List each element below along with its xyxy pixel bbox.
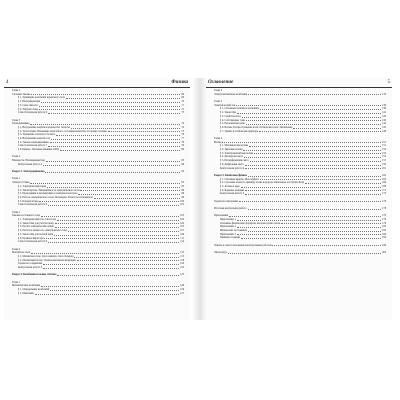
toc-entry-title: Механические колебания: [12, 284, 40, 288]
toc-entry-title: § 3. Электромагнитные волны: [220, 151, 254, 155]
toc-entry-title: § 6. Дифракция света: [220, 162, 244, 166]
toc-page-number: 179: [382, 214, 386, 218]
toc-entry-title: § 6. Правила Кирхгофа: [18, 236, 44, 240]
toc-page-number: 183: [382, 229, 386, 233]
toc-page-number: 144: [382, 122, 386, 126]
toc-entry-title: § 7. Зрение и оптические приборы: [220, 129, 258, 133]
toc-entry-title: Электромагнитные колебания: [214, 92, 248, 96]
toc-page-number: 179: [382, 221, 386, 225]
toc-entry-title: Ответы к самостоятельным и контрольным работам: [214, 243, 272, 247]
toc-entry-title: Электрический ток: [214, 103, 236, 107]
toc-entry-title: § 6. Циклы. Тепловые машины. КПД: [18, 148, 59, 152]
toc-entry-title: § 3. Свойства волн: [220, 114, 241, 118]
toc-dot-leader: [39, 104, 181, 107]
toc-dot-leader: [228, 251, 381, 254]
toc-page-number: 104: [180, 221, 184, 225]
toc-entry: [12, 292, 184, 296]
toc-page-number: 71: [181, 103, 184, 107]
toc-entry-title: Итоговая контрольная работа: [214, 206, 247, 210]
toc-dot-leader: [245, 163, 382, 166]
toc-dot-leader: [57, 218, 179, 221]
toc-page-number: 96: [181, 188, 184, 192]
toc-page-number: 168: [382, 184, 386, 188]
toc-entry-title: § 2. Звуковые волны: [220, 148, 243, 152]
toc-entry-title: Глава 4: [12, 155, 21, 159]
toc-page-number: 145: [382, 125, 386, 129]
toc-dot-leader: [60, 148, 181, 151]
toc-dot-leader: [244, 155, 381, 158]
toc-page-number: 155: [382, 155, 386, 159]
toc-entry-title: Литература: [214, 251, 227, 255]
toc-entry-title: § 1. Основные понятия и величины: [220, 107, 259, 111]
toc-entry-title: Влажность. Насыщенный пар: [12, 159, 45, 163]
toc-page-number: 73: [181, 111, 184, 115]
left-page-header: [4, 78, 190, 88]
toc-entry-title: Раздел 3. Электродинамика: [12, 170, 45, 174]
toc-entry-title: § 2. Магнитный поток. Электромагнитная индукция: [18, 258, 76, 262]
toc-dot-leader: [56, 133, 180, 136]
toc-entry-title: § 1. Механические волны: [220, 144, 249, 148]
toc-entry-title: § 5. Законы термодинамики: [18, 140, 49, 144]
toc-dot-leader: [281, 222, 381, 225]
toc-entry-title: § 5. Закон Ома для полной цепи: [18, 232, 54, 236]
toc-entry-title: Приложение 2: [220, 225, 236, 229]
right-running-title: Оглавление: [208, 80, 234, 85]
toc-page-number: 70: [181, 100, 184, 104]
toc-entry-title: § 4. Упругие силы: [18, 107, 38, 111]
toc-dot-leader: [43, 266, 179, 269]
toc-page-number: 98: [181, 192, 184, 196]
toc-entry-title: § 2. Закон Ома для участка цепи: [18, 221, 54, 225]
toc-dot-leader: [43, 262, 179, 265]
toc-page-number: 102: [180, 203, 184, 207]
book-gutter: [193, 78, 207, 320]
toc-entry-title: § 4. Внутренняя энергия газа: [18, 137, 51, 141]
toc-dot-leader: [245, 167, 381, 170]
toc-page-number: 178: [382, 206, 386, 210]
toc-page-number: 69: [181, 92, 184, 96]
right-toc: [214, 89, 386, 255]
toc-dot-leader: [47, 185, 180, 188]
toc-dot-leader: [71, 126, 181, 129]
left-page-number: 4: [6, 80, 9, 85]
toc-entry-title: § 1. Электрический заряд: [18, 184, 47, 188]
toc-dot-leader: [237, 233, 381, 236]
toc-entry-title: Контрольная работа 2: [18, 162, 43, 166]
toc-dot-leader: [44, 237, 179, 240]
toc-dot-leader: [260, 178, 381, 181]
toc-entry-title: Самостоятельная работа 6: [18, 111, 48, 115]
toc-dot-leader: [236, 104, 381, 107]
toc-dot-leader: [241, 185, 381, 188]
toc-dot-leader: [293, 126, 381, 129]
toc-entry-title: § 2. Маятники: [18, 291, 34, 295]
toc-entry-title: § 4. Работа и мощность электрического тока: [18, 229, 67, 233]
toc-entry-title: § 3. Уравнение теплового баланса: [18, 133, 56, 137]
toc-dot-leader: [74, 255, 179, 258]
toc-dot-leader: [31, 93, 180, 96]
toc-entry-title: § 1. Внутренняя энергия и количество теплоты: [18, 125, 70, 129]
toc-page-number: 179: [382, 217, 386, 221]
toc-entry-title: Глава 2: [12, 210, 21, 214]
toc-page-number: 203: [382, 251, 386, 255]
toc-entry-title: § 1. Уравнение колебания идеального тела: [18, 96, 65, 100]
toc-entry-title: Контрольная работа 5: [220, 192, 245, 196]
toc-page-number: 69: [181, 96, 184, 100]
toc-entry-title: Самостоятельная работа 7: [18, 144, 48, 148]
toc-dot-leader: [50, 141, 181, 144]
toc-entry-title: § 3. Сила тяжести: [18, 103, 38, 107]
toc-dot-leader: [48, 144, 180, 147]
toc-page-number: 152: [382, 148, 386, 152]
toc-dot-leader: [55, 222, 180, 225]
toc-page-number: 99: [181, 195, 184, 199]
toc-dot-leader: [250, 159, 382, 162]
toc-entry-title: Глава 3: [214, 100, 223, 103]
toc-page-number: 133: [382, 92, 386, 96]
toc-dot-leader: [248, 93, 381, 96]
toc-dot-leader: [237, 218, 381, 221]
toc-entry-title: § 4. Дисперсия света: [220, 155, 243, 159]
toc-dot-leader: [305, 181, 381, 184]
toc-entry-title: Глава 1: [12, 280, 21, 284]
toc-dot-leader: [243, 148, 381, 151]
toc-dot-leader: [246, 119, 381, 122]
toc-dot-leader: [68, 229, 179, 232]
toc-page-number: 151: [382, 140, 386, 144]
toc-page-number: 115: [180, 251, 184, 255]
toc-page-number: 159: [382, 162, 386, 166]
toc-dot-leader: [229, 214, 381, 217]
toc-dot-leader: [94, 196, 181, 199]
toc-entry-title: § 3. Проводники и диэлектрики в электрическом поле: [18, 192, 78, 196]
toc-dot-leader: [41, 284, 179, 287]
toc-dot-leader: [222, 141, 381, 144]
toc-entry-title: § 1. Световые кванты. Фотоэффект: [220, 177, 259, 181]
toc-entry-title: § 4. Ядерные реакции: [220, 188, 245, 192]
toc-dot-leader: [43, 163, 180, 166]
toc-entry-title: § 6. Волны. Распространение волн. Оптическая сила. Увеличение: [220, 125, 293, 129]
toc-page-number: 74: [181, 122, 184, 126]
left-running-title: Физика: [171, 80, 188, 85]
toc-entry-title: § 1. Электрический ток. Сила тока: [18, 218, 57, 222]
toc-page-number: 109: [180, 232, 184, 236]
toc-page-number: 78: [181, 140, 184, 144]
toc-dot-leader: [272, 244, 381, 247]
toc-dot-leader: [48, 203, 179, 206]
toc-dot-leader: [48, 240, 179, 243]
toc-entry-title: Глава 1: [12, 177, 21, 181]
toc-dot-leader: [239, 200, 381, 203]
toc-dot-leader: [248, 174, 381, 177]
toc-entry-title: § 2. Теплообмен. Изменение агрегатного состояния вещества. Сгорание топлива: [18, 129, 107, 133]
toc-entry-title: Глава 2: [12, 89, 21, 92]
toc-entry-title: Термодинамика: [12, 122, 30, 126]
toc-dot-leader: [248, 207, 382, 210]
toc-page-number: 184: [382, 236, 386, 240]
toc-entry-title: Контрольная работа 4: [220, 166, 245, 170]
toc-dot-leader: [248, 229, 381, 232]
toc-page-number: 114: [180, 240, 184, 244]
toc-page-number: 148: [382, 129, 386, 133]
toc-page-number: 153: [382, 151, 386, 155]
toc-entry-title: Глава 2: [214, 89, 223, 92]
toc-dot-leader: [30, 122, 180, 125]
toc-dot-leader: [41, 214, 179, 217]
toc-dot-leader: [41, 100, 180, 103]
toc-dot-leader: [241, 236, 381, 239]
toc-dot-leader: [57, 273, 179, 276]
toc-entry-title: Глава 4: [214, 136, 223, 140]
toc-page-number: 103: [180, 218, 184, 222]
toc-entry-title: Раздел 4. Колебания и волны. Оптика: [12, 273, 57, 277]
toc-page-number: 141: [382, 111, 386, 115]
toc-dot-leader: [260, 107, 381, 110]
toc-entry-title: Контрольная работа 3: [18, 266, 43, 270]
toc-page-number: 183: [382, 225, 386, 229]
toc-entry-title: § 4. Собственные токи: [220, 118, 245, 122]
toc-page-number: 143: [382, 118, 386, 122]
toc-dot-leader: [237, 225, 381, 228]
toc-page-number: 120: [180, 262, 184, 266]
toc-dot-leader: [80, 189, 180, 192]
toc-page-number: 72: [181, 107, 184, 111]
toc-dot-leader: [237, 111, 381, 114]
toc-dot-leader: [50, 288, 179, 291]
toc-page-number: 184: [382, 232, 386, 236]
toc-entry-title: Примеры заданий: [220, 236, 240, 240]
toc-page-number: 77: [181, 137, 184, 141]
toc-page-number: 157: [382, 159, 386, 163]
toc-heading: [214, 251, 386, 255]
right-page: [206, 78, 392, 320]
toc-page-number: 83: [181, 159, 184, 163]
toc-dot-leader: [45, 170, 180, 173]
toc-entry-title: Магнитное поле: [12, 251, 31, 255]
toc-dot-leader: [46, 159, 180, 162]
toc-dot-leader: [39, 200, 179, 203]
toc-dot-leader: [54, 233, 179, 236]
toc-entry-title: Электростатика: [12, 181, 30, 185]
toc-page-number: 107: [180, 229, 184, 233]
toc-dot-leader: [30, 181, 180, 184]
toc-entry-title: § 3. Атомное ядро: [220, 184, 240, 188]
toc-page-number: 111: [180, 236, 184, 240]
toc-entry-title: Приложение 3: [220, 232, 236, 236]
toc-dot-leader: [259, 130, 381, 133]
toc-dot-leader: [77, 259, 180, 262]
toc-entry-title: Глава 3: [12, 118, 21, 122]
toc-entry-title: Задачи на соединения: [18, 262, 43, 266]
toc-page-number: 166: [382, 181, 386, 185]
left-toc: [12, 89, 184, 296]
toc-dot-leader: [39, 108, 180, 111]
toc-entry-title: Задачи на повторение: [214, 199, 238, 203]
toc-page-number: 76: [181, 133, 184, 137]
toc-page-number: 175: [382, 192, 386, 196]
toc-entry-title: § 5. Интерференция света: [220, 159, 249, 163]
toc-page-number: 103: [180, 214, 184, 218]
toc-page-number: 151: [382, 144, 386, 148]
toc-page-number: 115: [180, 254, 184, 258]
toc-page-number: 139: [382, 103, 386, 107]
toc-entry-title: § 2. Интерференция: [18, 100, 41, 104]
toc-page-number: 80: [181, 148, 184, 152]
toc-entry-title: Глава 3: [12, 247, 21, 251]
toc-entry-title: § 5. Конденсаторы: [18, 199, 39, 203]
toc-dot-leader: [48, 111, 180, 114]
toc-dot-leader: [78, 192, 180, 195]
toc-entry-title: § 4. Работа электрического поля. Потенциал. Разность потенциалов: [18, 195, 93, 199]
left-page: [4, 78, 190, 320]
toc-page-number: 125: [180, 273, 184, 277]
toc-entry-title: Раздел 5. Квантовая физика: [214, 173, 247, 177]
toc-page-number: 186: [382, 243, 386, 247]
toc-page-number: 118: [180, 258, 184, 262]
toc-page-number: 122: [180, 266, 184, 270]
toc-page-number: 163: [382, 173, 386, 177]
toc-entry-title: Самостоятельная работа 9: [18, 240, 48, 244]
toc-entry-title: Основные физические формулы, которые нужно знать: [220, 221, 281, 225]
right-page-header: [206, 78, 392, 88]
toc-page-number: 75: [181, 129, 184, 133]
toc-page-number: 79: [181, 144, 184, 148]
toc-dot-leader: [245, 189, 381, 192]
toc-dot-leader: [242, 115, 382, 118]
toc-page-number: 142: [382, 114, 386, 118]
toc-entry-title: § 5. Резонансные цепи: [220, 122, 245, 126]
toc-dot-leader: [245, 192, 381, 195]
toc-page-number: 93: [181, 170, 184, 174]
toc-page-number: 126: [180, 284, 184, 288]
toc-page-number: 105: [180, 225, 184, 229]
toc-entry-title: Законы постоянного тока: [12, 214, 40, 218]
toc-entry-title: § 2. Закон Кулона. Напряжённость электрического поля: [18, 188, 80, 192]
toc-dot-leader: [66, 96, 181, 99]
toc-entry-title: Силовые законы: [12, 92, 31, 96]
toc-dot-leader: [108, 130, 181, 133]
toc-dot-leader: [254, 152, 381, 155]
right-page-number: 5: [387, 80, 390, 85]
toc-entry-title: § 1. Магнитное поле. Сила Ампера. Сила Лоренца: [18, 254, 74, 258]
toc-entry-title: § 2. Закон Ома: [220, 111, 237, 115]
toc-entry-title: Самостоятельная работа 8: [18, 203, 48, 207]
toc-page-number: 95: [181, 184, 184, 188]
toc-entry-title: Волны: [214, 140, 222, 144]
toc-entry-title: Физические постоянные: [220, 229, 248, 233]
toc-entry-title: § 3. Расчёт электрических цепей: [18, 225, 54, 229]
toc-page-number: 176: [382, 199, 386, 203]
toc-page-number: 171: [382, 188, 386, 192]
toc-entry-title: Приложения: [214, 214, 228, 218]
toc-dot-leader: [31, 251, 179, 254]
toc-page-number: 126: [180, 288, 184, 292]
toc-page-number: 127: [180, 291, 184, 295]
toc-entry-title: § 1. Определение колебаний: [18, 288, 50, 292]
toc-page-number: 74: [181, 125, 184, 129]
toc-page-number: 100: [180, 199, 184, 203]
toc-dot-leader: [51, 137, 180, 140]
toc-entry-title: § 2. Строение атома по примеру атома водорода. Квантовые постулаты Бора: [220, 181, 305, 185]
toc-page-number: 86: [181, 162, 184, 166]
toc-dot-leader: [249, 144, 381, 147]
toc-page-number: 161: [382, 166, 386, 170]
toc-dot-leader: [35, 292, 179, 295]
toc-dot-leader: [246, 122, 381, 125]
toc-page-number: 139: [382, 107, 386, 111]
toc-entry-title: Приложение 1: [220, 217, 236, 221]
toc-page-number: 163: [382, 177, 386, 181]
toc-page-number: 95: [181, 181, 184, 185]
toc-dot-leader: [55, 225, 179, 228]
